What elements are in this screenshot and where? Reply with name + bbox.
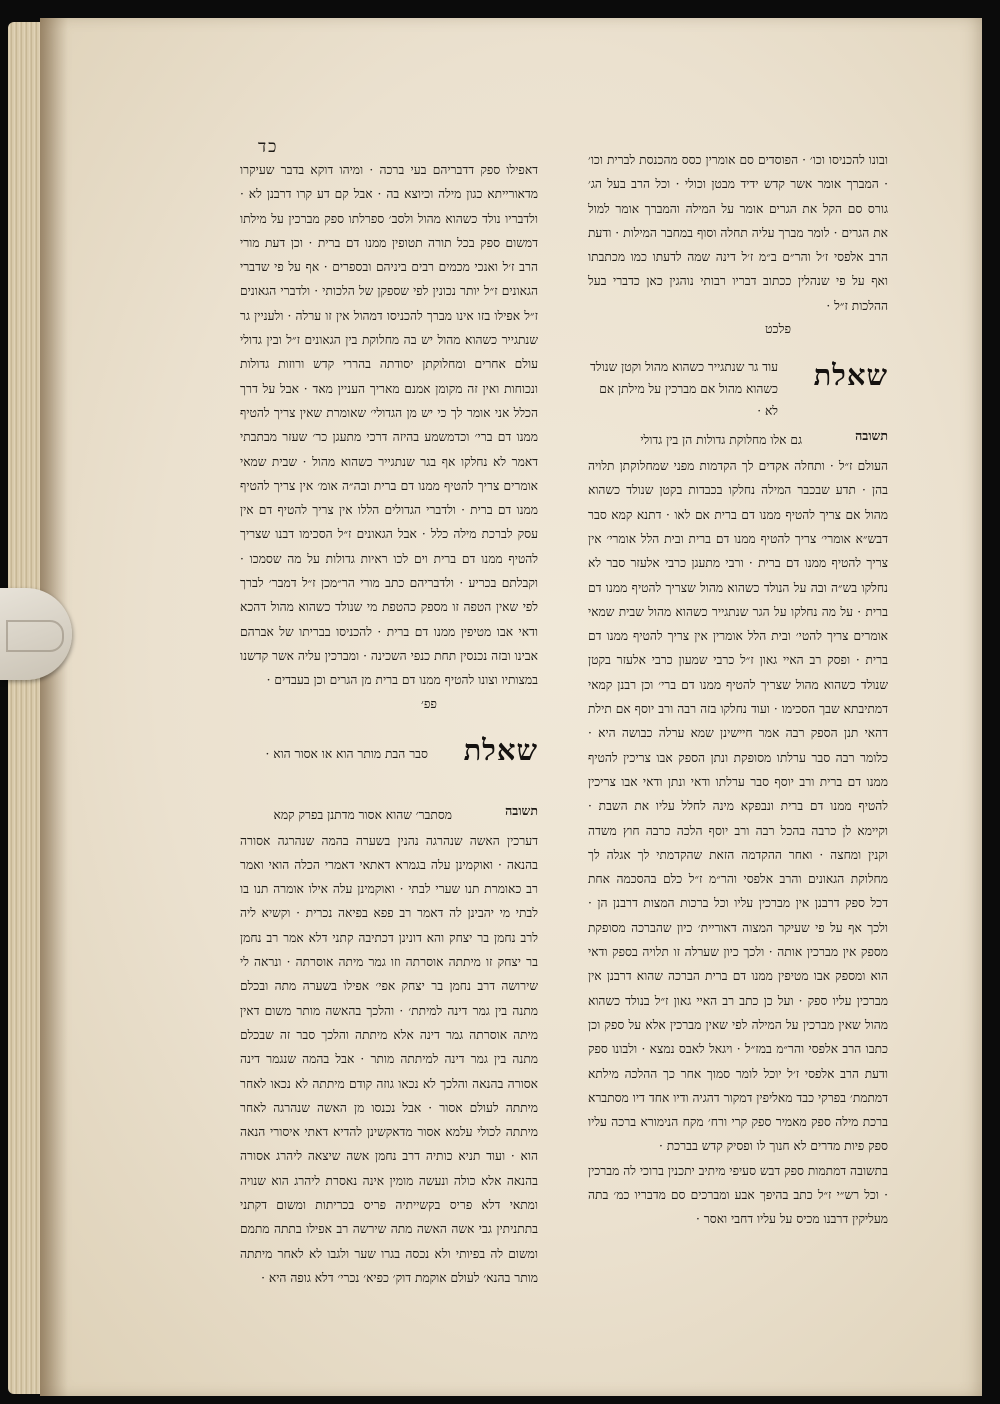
question-text: עוד גר שנתגייר כשהוא מהול וקטן שנולד כשהוא מהול אם מברכין על מילתן אם לא · [589, 360, 778, 419]
gutter-shadow [40, 18, 68, 1396]
right-column [588, 148, 888, 1232]
question-text: סבר הבת מותר הוא או אסור הוא · [265, 746, 428, 761]
answer-label-row [588, 428, 888, 454]
answer-first-line: מסתבר׳ שהוא אסור מדתנן בפרק קמא [273, 807, 452, 822]
question-heading: שאלת [813, 358, 888, 393]
answer-tail-text: בתשובה דמתמות ספק דבש סעיפי מיתיב יתכנין ברוכי לה מברכין · וכל רש״י ז״ל כתב בהיפך אבע ומברכים סם מדבריו כמ׳ בתה מעליקין דרבנו מכיס על עליו דחבי ואסר · [588, 1163, 888, 1227]
right-margin-dark [982, 0, 1000, 1404]
right-signature: פלכט [764, 321, 792, 337]
right-question-header [588, 354, 888, 418]
left-intro-text: דאפילו ספק דדבריהם בעי ברכה · ומיהו דוקא בדבר שעיקרו מדאורייתא כגון מילה וכיוצא בה · אבל קם דע קרו דרבנן לא · ולדבריו נולד כשהוא מהול ולסב׳ ספרלתו ספק מברכין על מילתו דמשום ספק בכל תורה תטופין ממנו דם ברית · וכן דעת מורי הרב ז׳ל ואנכי מכמים רבים ביניהם ובספרים · אף על פי שדברי הגאונים ז״ל יותר נכונין לפי שספקן של הלכותי · ולדברי הגאונים ז״ל אפילו בזו אינו מברך להכניסו דמהול אין זו ערלה · ולעניין גר שנתגייר כשהוא מהול יש בה מחלוקת בין הגאונים ז״ל ובין גדולי עולם אחרים ומחלוקתן יסודתה בהררי קדש ורוזות גדולות ונכוחות ואין זה מקומן אמנם מאריך העניין מאד · אבל על דרך הכלל אני אומר לך כי יש מן הגדולי׳ שאומרת שאין צריך להטיף ממנו דם ברי׳ וכדמשמע בהיזה דרכי מתעגן כר׳ שעזר מבתבתי דאמר לא נחלקו אף בגר שנתגייר כשהוא מהול · שבית שמאי אומרים צריך להטיף ממנו דם ברית ובה״ה אומ׳ אין צריך להטיף ממנו דם ברית · ולדברי הגדולים הללו אין צריך להטיף דם אין עסק לברכת מילה כלל · אבל הגאונים ז״ל הסכימו דבנו שצריך להטיף ממנו דם ברית וים לכו ראיות גדולות על מה שסמכו · וקבלתם בכריע · ולדבריהם כתב מורי הר״מכן ז״ל דמבר׳ לברך לפי שאין הטפה זו מספק כהטפת מי שנולד כשהוא מהול דהכא ודאי אבו מטיפין ממנו דם ברית · להכניסו בבריתו של אברהם אבינו ובזה נכנסין תחת כנפי השכינה · ומברכין עליה אשר קדשנו במצותיו וצונו להטיף ממנו דם ברית מן הגרים וכן בעבדים · [240, 163, 538, 688]
left-question-header [240, 729, 538, 793]
left-column [240, 158, 538, 1290]
answer-label-row [240, 803, 538, 829]
answer-body-text: העולם ז״ל · ותחלה אקדים לך הקדמות מפני שמחלוקתן תלויה בהן · תדע שבכבר המילה נחלקו בכבדות בקטן שנולד כשהוא מהול אם צריך להטיף ממנו דם ברית אם לאו · דתנא קמא סבר דבש״א אומרי׳ צריך להטיף ממנו דם ברית ובית הלל אומרי׳ אין צריך להטיף ממנו דם ברית · ורבי מתעגן כרבי אלעזר סבר לא נחלקו בש״ה ובה על הנולד כשהוא מהול שצריך להטיף ממנו דם ברית · על מה נחלקו על הגר שנתגייר כשהוא מהול שבית שמאי אומרים צריך להטי׳ ובית הלל אומרין אין צריך להטיף ממנו דם ברית · ופסק רב האיי גאון ז״ל כרבי שמעון כרבי אלעזר בקטן שנולד כשהוא מהול שצריך להטיף ממנו דם ברי׳ וכן רבנן קמאי דמתיבתא שבך הסכימו · ועוד נחלקו בזה רבה ורב יוסף אם תילת דהאי תנן הספק רבה אמר חיישינן שמא ערלה כבושה היא · כלומר רבה סבר ערלתו מסופקת ונתן הספק אבו צריכין להטיף ממנו דם ברית ורב יוסף סבר ערלתו ודאי ונתן ודאי אבו צריכין להטיף ממנו דם ברית ונבפקא מינה לחלל עליו את השבת · וקיימא לן כרבה בהכל רבה ורב יוסף הלכה כרבה חוץ משדה וקנין ומחצה · ואחר ההקדמה הזאת שהקדמתי לך אגלה לך מחלוקת הגאונים והרב אלפסי והר״מ ז״ל כלם בהסכמה אחת דכל ספק דרבנן אין מברכין עליו וכל ברכות המצות דרבנן הן · ולכך אף על פי שעיקר המצוה דאוריית׳ כיון שהברכה מסופקת מספק אין מברכין אותה · ולכך כיון שערלה זו תלויה בספק ודאי הוא ומספק אבו מטיפין ממנו דם ברית הברכה שהוא דרבנן אין מברכין עליו ספק · ועל כן כתב רב האיי גאון ז״ל בנולד כשהוא מהול שאין מברכין על המילה לפי שאין מברכין אלא על ספק וכן כתבו הרב אלפסי והר״מ במז״ל · ויגאל לאבס נמצא · ולבונו ספק ודעת הרב אלפסי ז׳ל יוכל לומר סמוך אחר כך ההלכה מילתא דמתמת׳ בפרקי כבד מאליפין דמקור דהגיה ודיו אחד דיו מסתברא ברכת מילה ספק מאמיר ספק קרי ורח׳ מקח הנימורא ברכה עליו ספק פיות מדרים לא חנוך לו ופסיק קדש בברכת · [588, 459, 888, 1154]
answer-body-text: דערכין האשה שנהרגה נהנין בשערה בהמה שנהרגה אסורה בהנאה · ואוקמינן עלה בגמרא דאתאי דאמרי הכלה הואי ואמר רב כאומרת תנו שערי לבתי · ואוקמינן עלה אילו אומרה תנו בו לבתי מי יהבינן לה דאמר רב פפא בפיאה נכרית · וקשיא ליה לרב נחמן בר יצחק והא דונינן דכתיבה קתני דלא אמר רב נחמן בר יצחק זו מיתתה אוסרתה וזו גמר מיתה אוסרתה · ונראה לי שירושה דרב נחמן בר יצחק אפי׳ אפילו בשערה מתה ובכלם מתנה בין גמר דינה למיתת׳ · והלכך בהאשה מותר משום דאין מיתה אוסרתה גמר דינה אלא מיתתה והלכך סבר זה שבכלם מתנה בין גמר דינה למיתתה מותר · אבל בהמה שנגמר דינה אסורה בהנאה והלכך לא נכאו גוזה קודם מיתתה לא נכאו לאחר מיתתה לעולם אסור · אבל נכנסו מן האשה שנהרגה לאחר מיתתה לכולי עלמא אסור מדאקשינן להדיא דאתי איסורי הנאה הוא · ועוד תניא כותיה דרב נחמן אשה שיצאה ליהרג אסורה בהנאה אלא כולה ונעשה מומין אינה נאסרת ליהרג הוא שנויה ומתאי דלא פריס בקשייתיה פריס בכריתות ומשום דקתני בתתניתין גבי אשה האשה מתה שירשה רב אפילו בתתה מתמם ומשום לה בפיותי ולא נכסה בגרו שער ולגבו לא לאחר מיתתה מותר בהנא׳ לעולם אוקמת דוק׳ כפיא׳ נכרי׳ דלא גופה היא · [240, 833, 538, 1285]
answer-label: תשובה [855, 428, 888, 444]
answer-first-line: גם אלו מחלוקת גדולות הן בין גדולי [640, 433, 802, 448]
answer-label: תשובה [505, 802, 538, 818]
paper-clip-loop [6, 620, 64, 652]
left-signature: פפ׳ [421, 695, 437, 711]
folio-number: כד [258, 137, 279, 157]
right-intro-text: ובונו להכניסו וכו׳ · הפוסדים סם אומרין כסס מהכנסת לברית וכו׳ · המברך אומר אשר קדש ידיד מבטן וכולי · וכל הרב בעל הג׳ גורס סם הקל את הגרים אומר על המילה והמברך אומר למול את הגרים · לומר מברך עליה תחלה וסוף במחבר המילות · ודעת הרב אלפסי ז׳ל והר״ם ב״מ ז׳ל דינה שמה לדעתו כמו מכתבתו ואף על פי שנהלין ככתוב דבריו רבותי נוהגין כאן כדברי בעל ההלכות ז״ל · [588, 153, 888, 313]
question-heading: שאלת [463, 732, 538, 767]
